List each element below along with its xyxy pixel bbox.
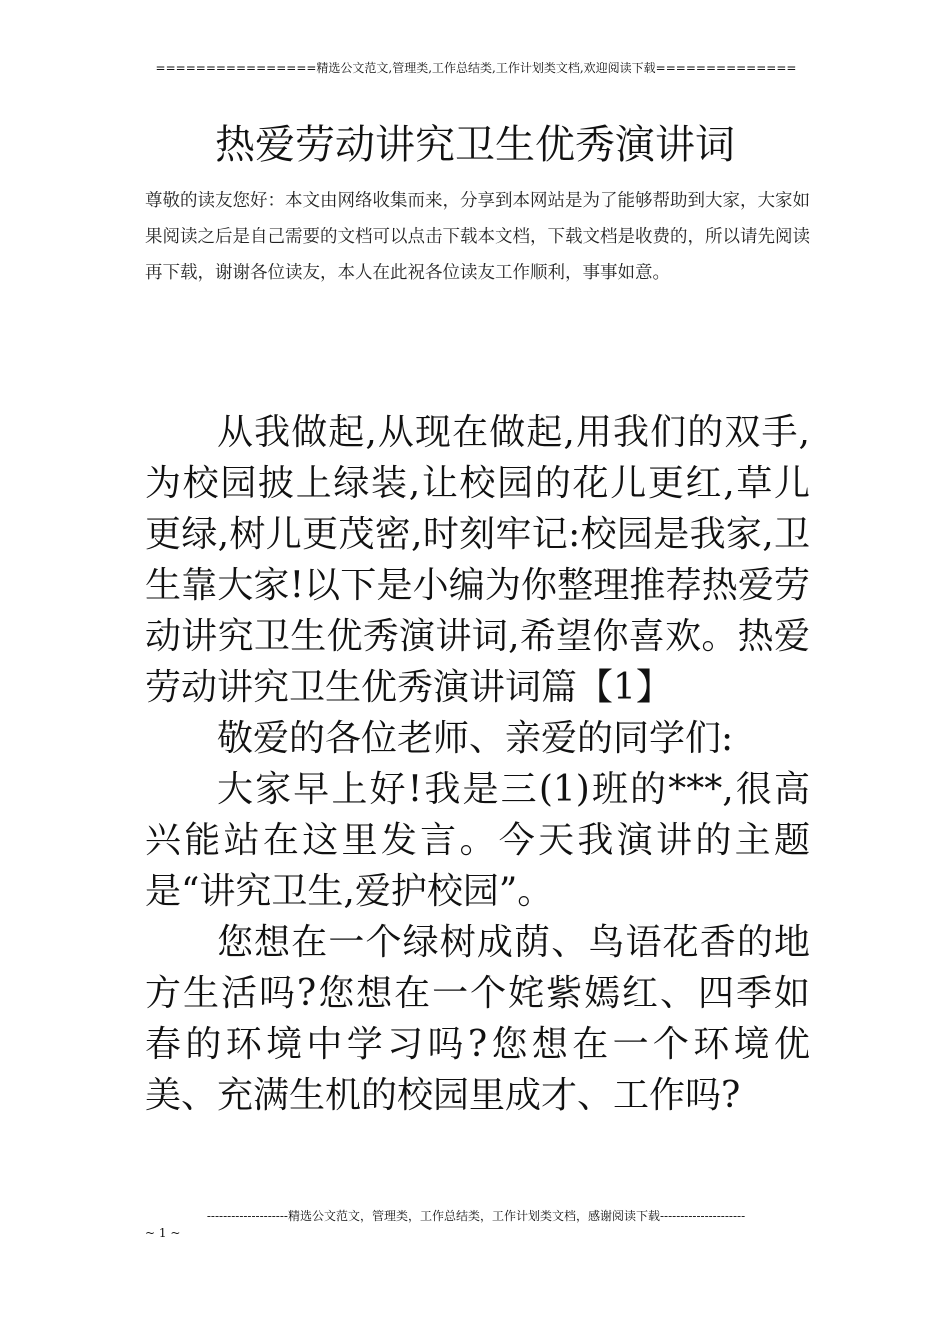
document-title: 热爱劳动讲究卫生优秀演讲词 xyxy=(215,121,735,168)
footer-banner: --------------------精选公文范文，管理类，工作总结类，工作计划类文档，感谢阅读下载--------------------- xyxy=(206,1209,746,1223)
body-paragraph: 从我做起,从现在做起,用我们的双手,为校园披上绿装,让校园的花儿更红,草儿更绿,树儿更茂密,时刻牢记:校园是我家,卫生靠大家!以下是小编为你整理推荐热爱劳动讲究卫生优秀演讲词,希望你喜欢。热爱劳动讲究卫生优秀演讲词篇【1】 xyxy=(145,412,810,708)
document-body xyxy=(145,407,810,1121)
reader-notice: 尊敬的读友您好：本文由网络收集而来，分享到本网站是为了能够帮助到大家，大家如果阅读之后是自己需要的文档可以点击下载本文档，下载文档是收费的，所以请先阅读再下载，谢谢各位读友，本人在此祝各位读友工作顺利，事事如意。 xyxy=(145,191,810,283)
page-number: ~ 1 ~ xyxy=(145,1226,181,1240)
header-banner: ================精选公文范文,管理类,工作总结类,工作计划类文档,欢迎阅读下载============== xyxy=(155,61,797,75)
body-paragraph: 您想在一个绿树成荫、鸟语花香的地方生活吗?您想在一个姹紫嫣红、四季如春的环境中学习吗?您想在一个环境优美、充满生机的校园里成才、工作吗? xyxy=(145,922,810,1116)
body-paragraph: 大家早上好!我是三(1)班的***,很高兴能站在这里发言。今天我演讲的主题是“讲究卫生,爱护校园”。 xyxy=(145,769,810,912)
body-paragraph: 敬爱的各位老师、亲爱的同学们: xyxy=(217,718,734,759)
